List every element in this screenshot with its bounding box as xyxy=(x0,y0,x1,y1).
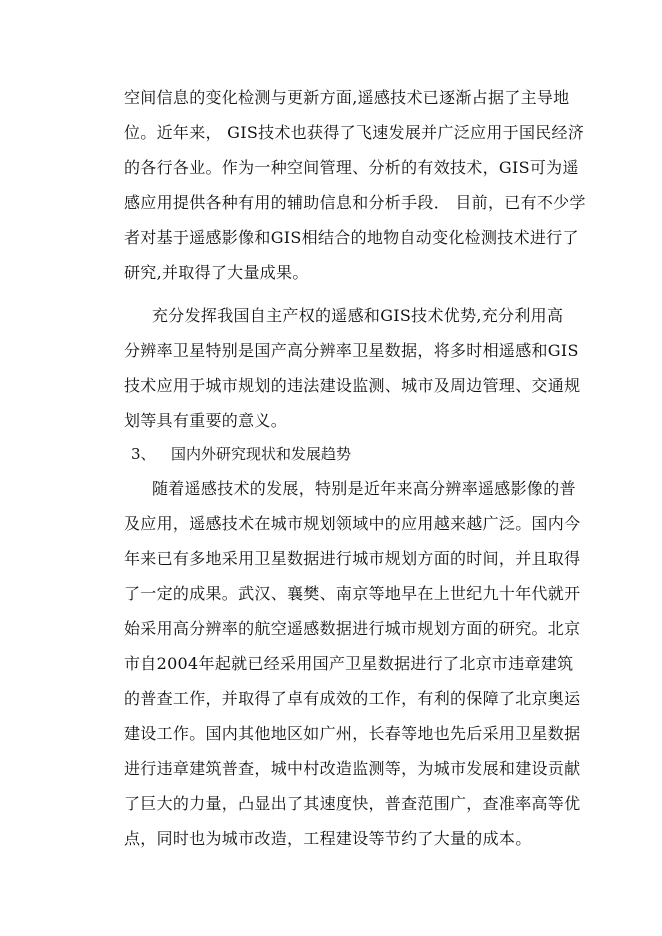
text-line: 始采用高分辨率的航空遥感数据进行城市规划方面的研究。北京 xyxy=(124,619,581,638)
text-line: 划等具有重要的意义。 xyxy=(124,411,288,430)
text-line: 感应用提供各种有用的辅助信息和分析手段． 目前，已有不少学 xyxy=(124,193,586,212)
section-number: 3、 xyxy=(131,445,156,463)
text-line: 了巨大的力量，凸显出了其速度快，普查范围广，查准率高等优 xyxy=(124,794,581,813)
text-line: 及应用，遥感技术在城市规划领域中的应用越来越广泛。国内今 xyxy=(124,514,581,533)
text-line: 充分发挥我国自主产权的遥感和GIS技术优势,充分利用高 xyxy=(152,306,564,325)
text-line: 市自2004年起就已经采用国产卫星数据进行了北京市违章建筑 xyxy=(124,654,574,673)
text-line: 建设工作。国内其他地区如广州，长春等地也先后采用卫星数据 xyxy=(124,724,581,743)
text-line: 空间信息的变化检测与更新方面,遥感技术已逐渐占据了主导地 xyxy=(124,88,570,107)
text-line: 位。近年来， GIS技术也获得了飞速发展并广泛应用于国民经济 xyxy=(124,123,585,142)
section-heading xyxy=(131,444,351,464)
text-line: 分辨率卫星特别是国产高分辨率卫星数据，将多时相遥感和GIS xyxy=(124,341,579,360)
text-line: 了一定的成果。武汉、襄樊、南京等地早在上世纪九十年代就开 xyxy=(124,584,581,603)
section-title: 国内外研究现状和发展趋势 xyxy=(171,445,352,463)
text-line: 年来已有多地采用卫星数据进行城市规划方面的时间，并且取得 xyxy=(124,549,581,568)
text-line: 的各行各业。作为一种空间管理、分析的有效技术，GIS可为遥 xyxy=(124,158,579,177)
text-line: 者对基于遥感影像和GIS相结合的地物自动变化检测技术进行了 xyxy=(124,228,579,247)
text-line: 进行违章建筑普查，城中村改造监测等，为城市发展和建设贡献 xyxy=(124,759,581,778)
text-line: 研究,并取得了大量成果。 xyxy=(124,263,309,282)
text-line: 的普查工作，并取得了卓有成效的工作，有利的保障了北京奥运 xyxy=(124,689,581,708)
text-line: 点，同时也为城市改造，工程建设等节约了大量的成本。 xyxy=(124,829,532,848)
text-line: 随着遥感技术的发展，特别是近年来高分辨率遥感影像的普 xyxy=(152,479,576,498)
text-line: 技术应用于城市规划的违法建设监测、城市及周边管理、交通规 xyxy=(124,376,581,395)
